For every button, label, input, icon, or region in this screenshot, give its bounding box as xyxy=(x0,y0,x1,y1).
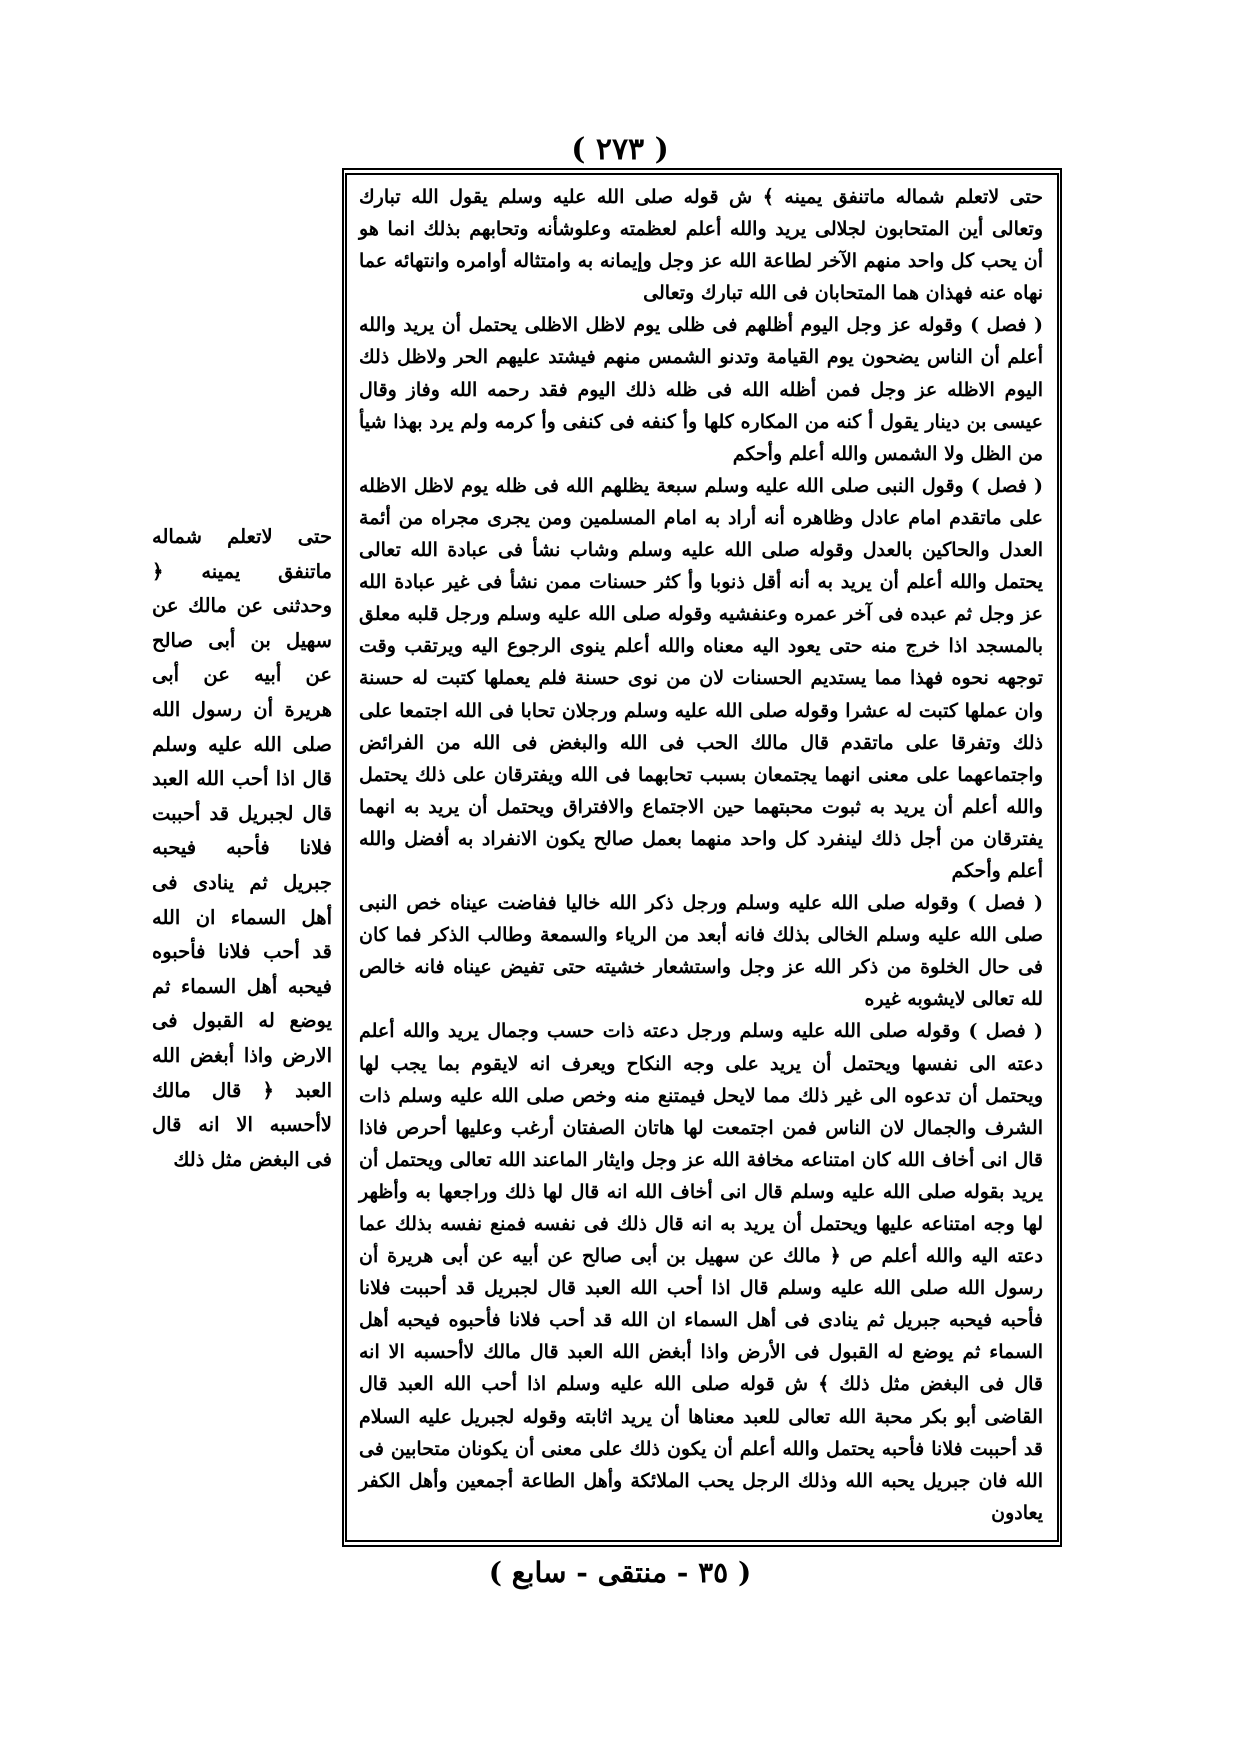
paragraph: ( فصل ) وقوله صلى الله عليه وسلم ورجل دعته ذات حسب وجمال يريد والله أعلم دعته الى نفسها ويحتمل أن يريد على وجه النكاح ويعرف انه لايقوم بما يجب لها ويحتمل أن تدعوه الى غير ذلك مما لايحل فيمتنع منه وخص صلى الله عليه وسلم ذات الشرف والجمال لان الناس فمن اجتمعت لها هاتان الصفتان أرغب وعليها أحرص فاذا قال انى أخاف الله كان امتناعه مخافة الله عز وجل وايثار الماعند الله تعالى ويحتمل أن يريد بقوله صلى الله عليه وسلم قال انى أخاف الله انه قال لها ذلك وراجعها به وأظهر لها وجه امتناعه عليها ويحتمل أن يريد به انه قال ذلك فى نفسه فمنع نفسه بذلك عما دعته اليه والله أعلم ص ﴿ مالك عن سهيل بن أبى صالح عن أبيه عن أبى هريرة أن رسول الله صلى الله عليه وسلم قال اذا أحب الله العبد قال لجبريل قد أحببت فلانا فأحبه فيحبه جبريل ثم ينادى فى أهل السماء ان الله قد أحب فلانا فأحبوه فيحبه أهل السماء ثم يوضع له القبول فى الأرض واذا أبغض الله العبد قال مالك لاأحسبه الا انه قال فى البغض مثل ذلك ﴾ ش قوله صلى الله عليه وسلم اذا أحب الله العبد قال القاضى أبو بكر محبة الله تعالى للعبد معناها أن يريد اثابته وقوله لجبريل عليه السلام قد أحببت فلانا فأحبه يحتمل والله أعلم أن يكون ذلك على معنى أن يكونان متحابين فى الله فان جبريل يحبه الله وذلك الرجل يحب الملائكة وأهل الطاعة أجمعين وأهل الكفر يعادون xyxy=(359,1020,1043,1524)
main-text-frame xyxy=(342,168,1062,1547)
page-number: ( ٢٧٣ ) xyxy=(571,132,669,167)
main-commentary-text xyxy=(359,181,1043,1529)
paragraph: حتى لاتعلم شماله ماتنفق يمينه ﴾ ش قوله صلى الله عليه وسلم يقول الله تبارك وتعالى أين المتحابون لجلالى يريد والله أعلم لعظمته وعلوشأنه وتحابهم بذلك انما هو أن يحب كل واحد منهم الآخر لطاعة الله عز وجل وإيمانه به وامتثاله أوامره وانتهائه عما نهاه عنه فهذان هما المتحابان فى الله تبارك وتعالى xyxy=(359,186,1043,305)
page-footer-signature: ( ٣٥ - منتقى - سابع ) xyxy=(488,1556,752,1589)
margin-paragraph: حتى لاتعلم شماله ماتنفق يمينه ﴿ وحدثنى عن مالك عن سهيل بن أبى صالح عن أبيه عن أبى هريرة أن رسول الله صلى الله عليه وسلم قال اذا أحب الله العبد قال لجبريل قد أحببت فلانا فأحبه فيحبه جبريل ثم ينادى فى أهل السماء ان الله قد أحب فلانا فأحبوه فيحبه أهل السماء ثم يوضع له القبول فى الارض واذا أبغض الله العبد ﴿ قال مالك لاأحسبه الا انه قال فى البغض مثل ذلك xyxy=(152,525,332,1171)
paragraph: ( فصل ) وقول النبى صلى الله عليه وسلم سبعة يظلهم الله فى ظله يوم لاظل الاظله على ماتقدم امام عادل وظاهره أنه أراد به امام المسلمين ومن يجرى مجراه من أئمة العدل والحاكين بالعدل وقوله صلى الله عليه وسلم وشاب نشأ فى عبادة الله تعالى يحتمل والله أعلم أن يريد به أنه أقل ذنوبا وأ كثر حسنات ممن نشأ فى غير عبادة الله عز وجل ثم عبده فى آخر عمره وعنفشيه وقوله صلى الله عليه وسلم ورجل قلبه معلق بالمسجد اذا خرج منه حتى يعود اليه معناه والله أعلم ينوى الرجوع اليه ويرتقب وقت توجهه نحوه فهذا مما يستديم الحسنات لان من نوى حسنة فلم يعملها كتبت له حسنة وان عملها كتبت له عشرا وقوله صلى الله عليه وسلم ورجلان تحابا فى الله اجتمعا على ذلك وتفرقا على ماتقدم قال مالك الحب فى الله والبغض فى الله من الفرائض واجتماعهما على معنى انهما يجتمعان بسبب تحابهما فى الله ويفترقان على ذلك يحتمل والله أعلم أن يريد به ثبوت محبتهما حين الاجتماع والافتراق ويحتمل أن يريد به انهما يفترقان من أجل ذلك لينفرد كل واحد منهما بعمل صالح يكون الانفراد به أفضل والله أعلم وأحكم xyxy=(359,474,1044,882)
margin-hadith-text xyxy=(152,520,332,1177)
paragraph: ( فصل ) وقوله عز وجل اليوم أظلهم فى ظلى يوم لاظل الاظلى يحتمل أن يريد والله أعلم أن الناس يضحون يوم القيامة وتدنو الشمس منهم فيشتد عليهم الحر ولاظل ذلك اليوم الاظله عز وجل فمن أظله الله فى ظله ذلك اليوم فقد رحمه الله وفاز وقال عيسى بن دينار يقول أ كنه من المكاره كلها وأ كنفه فى كنفى وأ كرمه ولم يرد بهذا شيأ من الظل ولا الشمس والله أعلم وأحكم xyxy=(359,314,1043,465)
paragraph: ( فصل ) وقوله صلى الله عليه وسلم ورجل ذكر الله خاليا ففاضت عيناه خص النبى صلى الله عليه وسلم الخالى بذلك فانه أبعد من الرياء والسمعة وطالب الذكر فما كان فى حال الخلوة من ذكر الله عز وجل واستشعار خشيته حتى تفيض عيناه فانه خالص لله تعالى لايشوبه غيره xyxy=(359,892,1043,1011)
